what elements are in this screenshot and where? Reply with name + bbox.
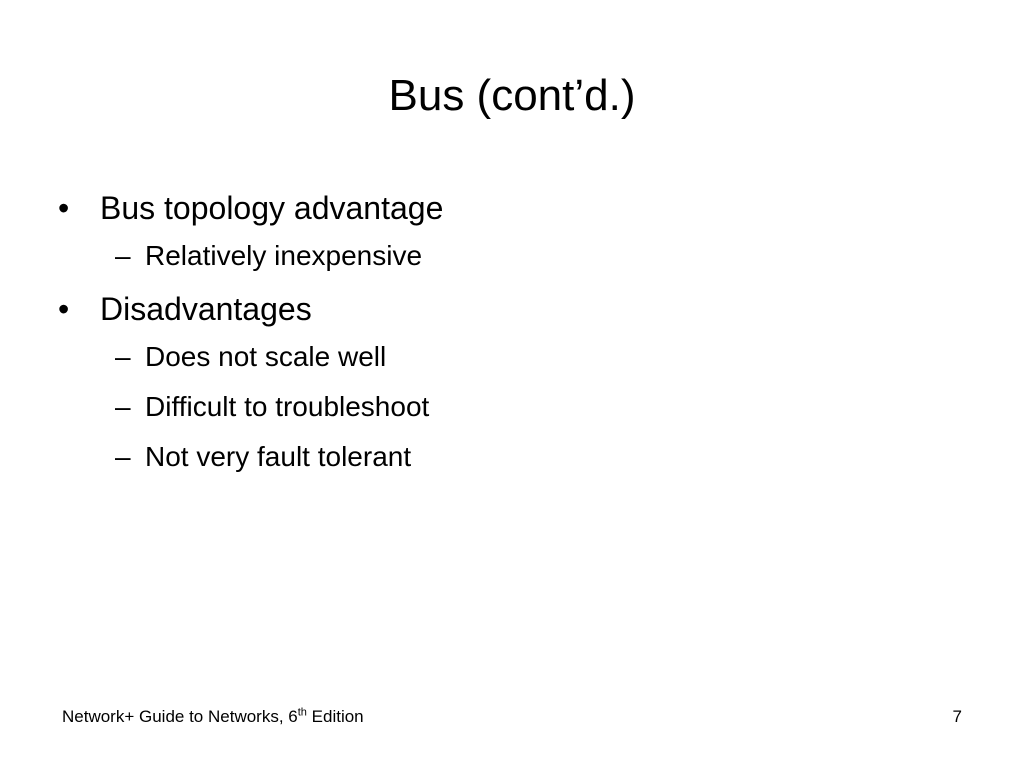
bullet-marker: • [58, 190, 70, 226]
sub-bullet-marker: – [115, 341, 131, 372]
footer-source-prefix: Network+ Guide to Networks, 6 [62, 707, 298, 726]
footer-source [62, 706, 364, 728]
bullet-marker: • [58, 291, 70, 327]
bullet-item-advantage [58, 186, 958, 230]
slide-title: Bus (cont’d.) [388, 71, 636, 120]
bullet-text: Disadvantages [100, 291, 312, 327]
footer-source-superscript: th [297, 706, 307, 719]
sub-bullet-item [58, 438, 958, 476]
sub-bullet-marker: – [115, 441, 131, 472]
sub-bullet-text: Does not scale well [145, 341, 387, 372]
sub-bullet-text: Not very fault tolerant [145, 441, 412, 472]
bullet-text: Bus topology advantage [100, 190, 444, 226]
sub-bullet-item [58, 388, 958, 426]
sub-bullet-text: Relatively inexpensive [145, 240, 423, 271]
sub-bullet-marker: – [115, 391, 131, 422]
bullet-item-disadvantages [58, 287, 958, 331]
sub-bullet-item [58, 237, 958, 275]
bullet-list [58, 186, 958, 488]
footer-source-suffix: Edition [306, 707, 364, 726]
page-number: 7 [952, 707, 962, 726]
sub-bullet-text: Difficult to troubleshoot [145, 391, 430, 422]
sub-bullet-marker: – [115, 240, 131, 271]
sub-bullet-item [58, 338, 958, 376]
